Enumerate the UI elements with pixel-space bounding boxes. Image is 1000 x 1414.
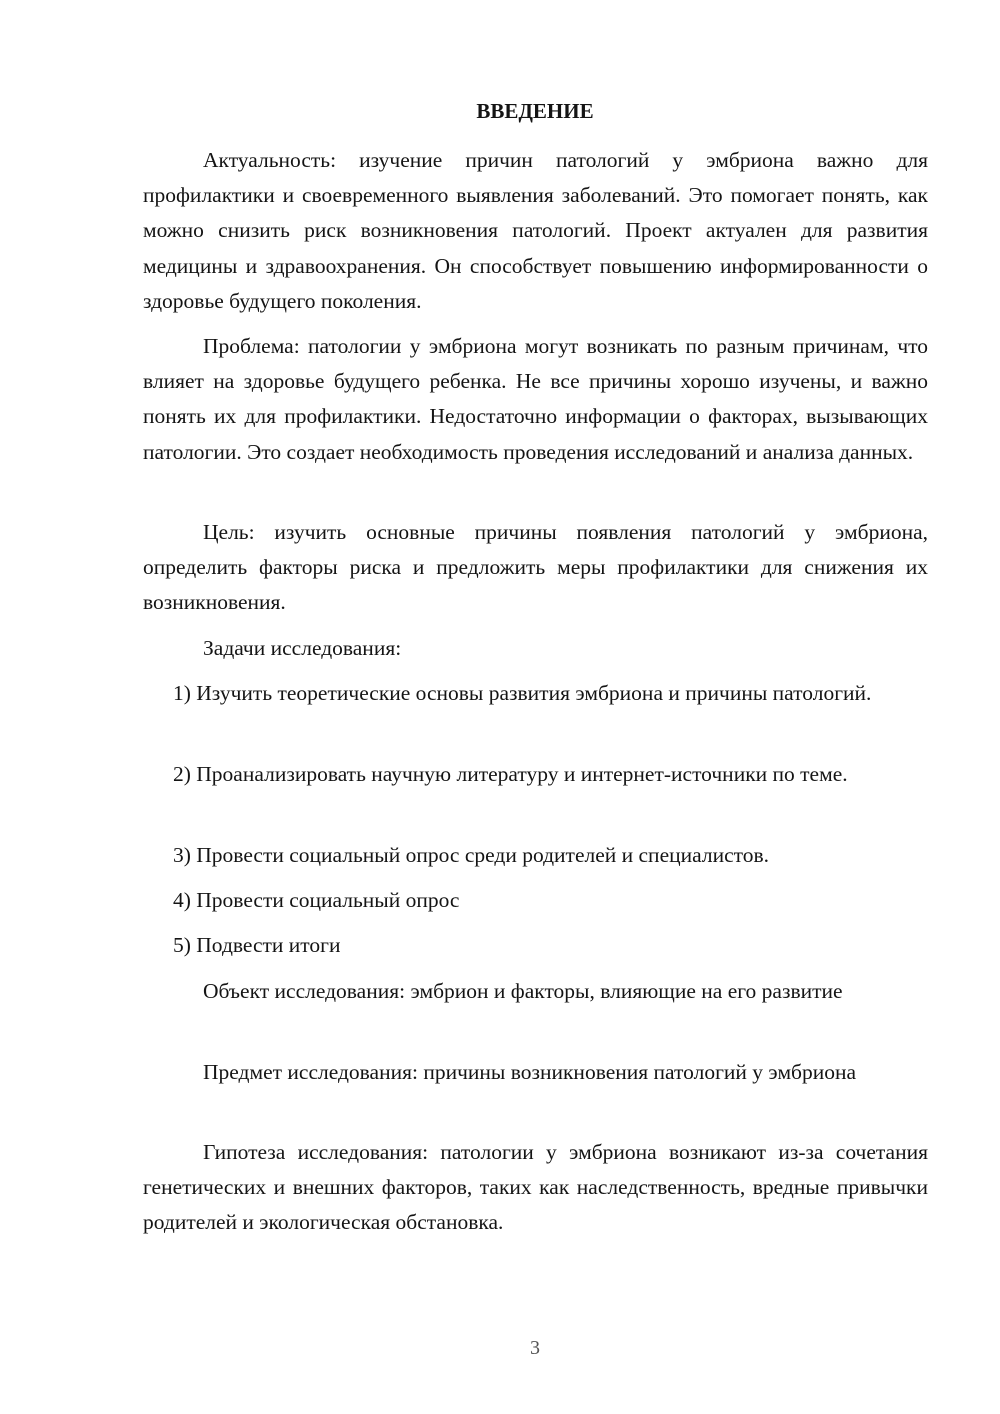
page-title: ВВЕДЕНИЕ — [476, 99, 594, 123]
task-item-4: 4) Провести социальный опрос — [173, 888, 460, 912]
task-item-2: 2) Проанализировать научную литературу и интернет-источники по теме. — [173, 762, 848, 786]
task-item-3: 3) Провести социальный опрос среди родителей и специалистов. — [173, 843, 770, 867]
task-item-1: 1) Изучить теоретические основы развития эмбриона и причины патологий. — [173, 681, 872, 705]
paragraph-tasks-heading: Задачи исследования: — [203, 636, 402, 660]
paragraph-relevance: Актуальность: изучение причин патологий у эмбриона важно для профилактики и своевременного выявления заболеваний. Это помогает понять, как можно снизить риск возникновения патологий. Проект актуален для развития медицины и здравоохранения. Он способствует повышению информированности о здоровье будущего поколения. — [143, 148, 928, 313]
task-item-5: 5) Подвести итоги — [173, 933, 341, 957]
paragraph-hypothesis: Гипотеза исследования: патологии у эмбриона возникают из-за сочетания генетических и внешних факторов, таких как наследственность, вредные привычки родителей и экологическая обстановка. — [143, 1140, 928, 1235]
paragraph-object: Объект исследования: эмбрион и факторы, влияющие на его развитие — [203, 979, 843, 1003]
paragraph-subject: Предмет исследования: причины возникновения патологий у эмбриона — [203, 1060, 857, 1084]
paragraph-problem: Проблема: патологии у эмбриона могут возникать по разным причинам, что влияет на здоровье будущего ребенка. Не все причины хорошо изучены, и важно понять их для профилактики. Недостаточно информации о факторах, вызывающих патологии. Это создает необходимость проведения исследований и анализа данных. — [143, 334, 928, 464]
paragraph-goal: Цель: изучить основные причины появления патологий у эмбриона, определить факторы риска и предложить меры профилактики для снижения их возникновения. — [143, 520, 928, 615]
page-number: 3 — [530, 1337, 540, 1359]
